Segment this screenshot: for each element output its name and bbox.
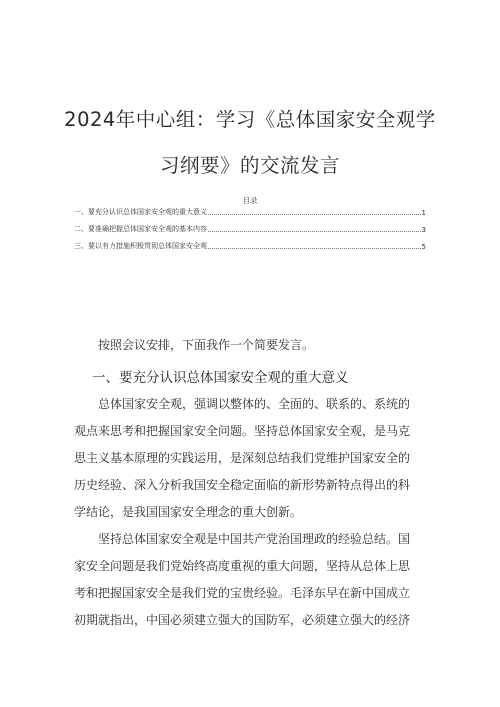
paragraph-line: 家安全问题是我们党始终高度重视的重大问题，坚持从总体上思 (74, 559, 411, 573)
toc-heading: 目录 (242, 196, 258, 205)
paragraph-line: 总体国家安全观，强调以整体的、全面的、联系的、系统的 (98, 397, 411, 411)
toc-entry-page: 1 (421, 209, 426, 217)
toc-entry-text: 三、要以有力措施积极贯彻总体国家安全观 (74, 242, 207, 250)
toc-leader-dots (208, 231, 421, 232)
paragraph-line: 初期就指出，中国必须建立强大的国防军，必须建立强大的经济 (74, 613, 411, 627)
paragraph-line: 思主义基本原理的实践运用，是深刻总结我们党维护国家安全的 (74, 451, 411, 465)
section-heading: 一、要充分认识总体国家安全观的重大意义 (92, 370, 349, 386)
toc-entry[interactable] (74, 207, 426, 217)
toc-entry-page: 3 (421, 226, 426, 234)
toc-entry-text: 二、要准确把握总体国家安全观的基本内容 (74, 225, 207, 233)
document-title-line-1: 2024年中心组：学习《总体国家安全观学 (64, 108, 436, 131)
paragraph-line: 观点来思考和把握国家安全问题。坚持总体国家安全观，是马克 (74, 424, 411, 438)
toc-entry[interactable] (74, 224, 426, 234)
toc-entry-page: 5 (421, 243, 426, 251)
paragraph-line: 学结论，是我国国家安全理念的重大创新。 (74, 505, 303, 519)
toc-entry[interactable] (74, 241, 426, 251)
paragraph-line: 按照会议安排，下面我作一个简要发言。 (98, 338, 315, 352)
paragraph-line: 历史经验、深入分析我国安全稳定面临的新形势新特点得出的科 (74, 478, 411, 492)
paragraph-line: 考和把握国家安全是我们党的宝贵经验。毛泽东早在新中国成立 (74, 586, 411, 600)
document-title-line-2: 习纲要》的交流发言 (159, 154, 340, 177)
toc-entry-text: 一、要充分认识总体国家安全观的重大意义 (74, 208, 207, 216)
paragraph-line: 坚持总体国家安全观是中国共产党治国理政的经验总结。国 (98, 532, 411, 546)
toc-leader-dots (208, 214, 421, 215)
toc-leader-dots (208, 248, 421, 249)
